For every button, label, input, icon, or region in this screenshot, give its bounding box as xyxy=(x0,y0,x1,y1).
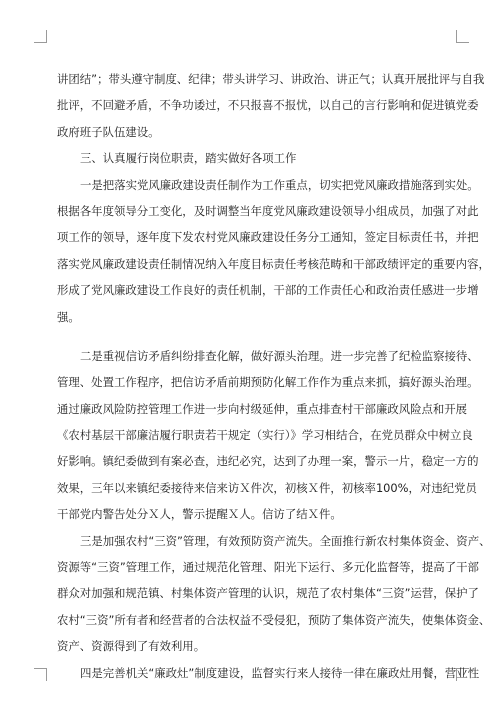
text-line: 强。 xyxy=(57,309,80,324)
text-line: 落实党风廉政建设责任制情况纳入年度目标责任考核范畴和干部政绩评定的重要内容， xyxy=(57,256,490,271)
text-line: 形成了党风廉政建设工作良好的责任机制，干部的工作责任心和政治责任感进一步增 xyxy=(57,283,479,298)
text-line: 根据各年度领导分工变化，及时调整当年度党风廉政建设领导小组成员，加强了对此 xyxy=(57,203,479,218)
text-line: 《农村基层干部廉洁履行职责若干规定（实行）》学习相结合，在党员群众中树立良 xyxy=(57,428,473,443)
text-line: 政府班子队伍建设。 xyxy=(57,124,160,139)
text-line: 四是完善机关“廉政灶”制度建设，监督实行来人接待一律在廉政灶用餐，营业性 xyxy=(80,665,480,680)
text-line: 好影响。镇纪委做到有案必查，违纪必究，达到了办理一案，警示一片，稳定一方的 xyxy=(57,454,479,469)
text-line: 农村“三资”所有者和经营者的合法权益不受侵犯，预防了集体资产流失，使集体资金、 xyxy=(57,612,491,627)
crop-mark-top-left xyxy=(34,30,47,43)
text-line: 项工作的领导，逐年度下发农村党风廉政建设任务分工通知，签定目标责任书，并把 xyxy=(57,230,479,245)
crop-mark-bottom-left xyxy=(34,668,47,681)
text-line: 资源等“三资”管理工作，通过规范化管理、阳光下运行、多元化监督等，提高了干部 xyxy=(57,560,479,575)
text-line: 效果，三年以来镇纪委接待来信来访Ｘ件次，初核Ｘ件，初核率100%，对违纪党员 xyxy=(57,480,477,495)
text-line: 二是重视信访矛盾纠纷排查化解，做好源头治理。进一步完善了纪检监察接待、 xyxy=(80,348,479,363)
crop-mark-top-right xyxy=(456,30,469,43)
text-line: 通过廉政风险防控管理工作进一步向村级延伸，重点排查村干部廉政风险点和开展 xyxy=(57,401,468,416)
text-line: 干部党内警告处分Ｘ人，警示提醒Ｘ人。信访了结Ｘ件。 xyxy=(57,507,342,522)
text-line: 群众对加强和规范镇、村集体资产管理的认识，规范了农村集体“三资”运营，保护了 xyxy=(57,586,479,601)
text-line: 资产、资源得到了有效利用。 xyxy=(57,639,206,654)
text-line: 管理、处置工作程序，把信访矛盾前期预防化解工作作为重点来抓，搞好源头治理。 xyxy=(57,375,479,390)
document-body xyxy=(57,66,491,686)
text-line: 三是加强农村“三资”管理，有效预防资产流失。全面推行新农村集体资金、资产、 xyxy=(80,533,491,548)
text-line: 批评，不回避矛盾，不争功诿过，不只报喜不报忧，以自己的言行影响和促进镇党委 xyxy=(57,98,479,113)
text-line: 一是把落实党风廉政建设责任制作为工作重点，切实把党风廉政措施落到实处。 xyxy=(80,177,479,192)
section-heading: 三、认真履行岗位职责，踏实做好各项工作 xyxy=(80,151,297,166)
text-line: 讲团结”；带头遵守制度、纪律；带头讲学习、讲政治、讲正气；认真开展批评与自我 xyxy=(57,72,485,86)
